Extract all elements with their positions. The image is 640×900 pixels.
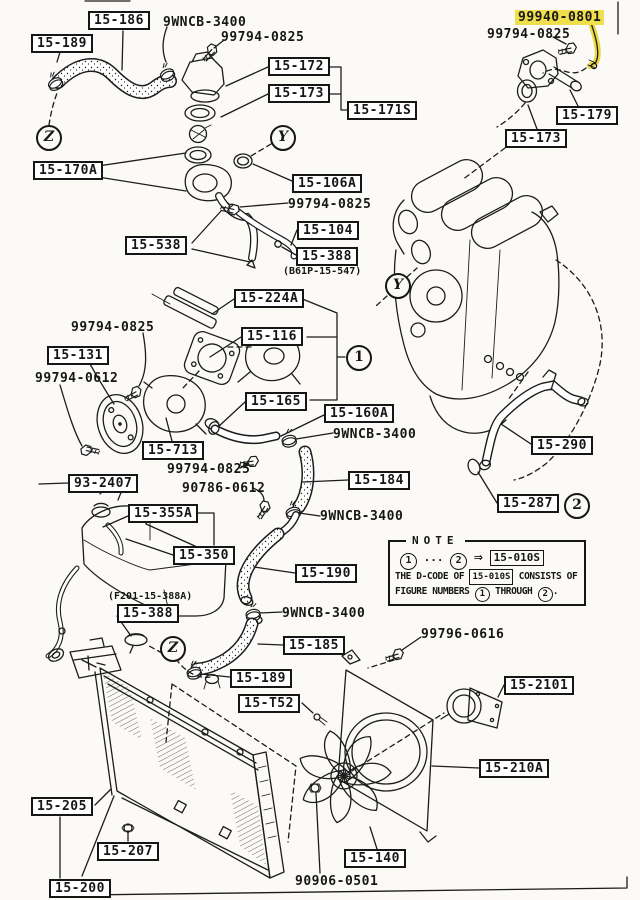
part-label-9wncb-3400: 9WNCB-3400	[333, 427, 417, 442]
part-label-99794-0825: 99794-0825	[221, 30, 305, 45]
part-label-99940-0801: 99940-0801	[515, 10, 604, 25]
part-label-15-186: 15-186	[88, 11, 150, 30]
note-line2-end: .	[552, 586, 559, 597]
part-label-15-t52: 15-T52	[238, 694, 300, 713]
part-label-99794-0825: 99794-0825	[167, 462, 251, 477]
part-label-90906-0501: 90906-0501	[295, 874, 379, 889]
part-label-9wncb-3400: 9WNCB-3400	[163, 15, 247, 30]
part-label-15-388: 15-388	[296, 247, 358, 266]
part-label-99796-0616: 99796-0616	[421, 627, 505, 642]
part-label-15-713: 15-713	[142, 441, 204, 460]
note-circle-1: 1	[400, 553, 417, 570]
view-callout-z-5: Z	[160, 636, 186, 662]
part-label-15-116: 15-116	[241, 327, 303, 346]
note-line2-circle-2: 2	[538, 587, 553, 602]
part-label-15-172: 15-172	[268, 57, 330, 76]
part-label-15-165: 15-165	[245, 392, 307, 411]
part-label-15-189: 15-189	[31, 34, 93, 53]
part-label-15-224a: 15-224A	[234, 289, 304, 308]
note-line1-pre: THE D-CODE OF	[395, 571, 465, 582]
part-label-15-160a: 15-160A	[324, 404, 394, 423]
note-title: NOTE	[406, 534, 465, 548]
part-label-15-200: 15-200	[49, 879, 111, 898]
view-callout-2-4: 2	[564, 493, 590, 519]
note-sequence-row	[400, 550, 580, 570]
view-callout-y-1: Y	[270, 125, 296, 151]
part-label-99794-0612: 99794-0612	[35, 371, 119, 386]
part-label-15-184: 15-184	[348, 471, 410, 490]
part-label-15-190: 15-190	[295, 564, 357, 583]
part-label-15-205: 15-205	[31, 797, 93, 816]
part-label-15-171s: 15-171S	[347, 101, 417, 120]
note-line2-circle-1: 1	[475, 587, 490, 602]
part-label-f201-15-388a: (F201-15-388A)	[108, 591, 193, 602]
part-label-15-179: 15-179	[556, 106, 618, 125]
note-line1-code: 15-010S	[469, 569, 513, 585]
note-circle-2: 2	[450, 553, 467, 570]
part-label-15-210a: 15-210A	[479, 759, 549, 778]
part-label-15-106a: 15-106A	[292, 174, 362, 193]
part-label-b61p-15-547: (B61P-15-547)	[283, 266, 362, 277]
part-label-15-355a: 15-355A	[128, 504, 198, 523]
note-arrow-icon: ⇒	[473, 551, 483, 564]
part-label-15-350: 15-350	[173, 546, 235, 565]
note-line1-post: CONSISTS OF	[518, 571, 578, 582]
part-label-15-104: 15-104	[297, 221, 359, 240]
part-label-99794-0825: 99794-0825	[288, 197, 372, 212]
part-label-15-173: 15-173	[268, 84, 330, 103]
part-label-15-2101: 15-2101	[504, 676, 574, 695]
note-box	[388, 534, 586, 606]
view-callout-1-3: 1	[346, 345, 372, 371]
note-dots: ...	[423, 551, 444, 564]
part-label-15-290: 15-290	[531, 436, 593, 455]
part-label-15-207: 15-207	[97, 842, 159, 861]
part-label-9wncb-3400: 9WNCB-3400	[320, 509, 404, 524]
part-label-99794-0825: 99794-0825	[487, 27, 571, 42]
part-label-15-388: 15-388	[117, 604, 179, 623]
part-label-15-185: 15-185	[283, 636, 345, 655]
part-label-93-2407: 93-2407	[68, 474, 138, 493]
part-label-15-189: 15-189	[230, 669, 292, 688]
part-label-99794-0825: 99794-0825	[71, 320, 155, 335]
part-label-15-538: 15-538	[125, 236, 187, 255]
note-line2-mid: THROUGH	[495, 586, 533, 597]
view-callout-z-0: Z	[36, 125, 62, 151]
part-label-15-173: 15-173	[505, 129, 567, 148]
note-code-badge: 15-010S	[490, 550, 544, 566]
note-text	[395, 569, 583, 602]
part-label-15-170a: 15-170A	[33, 161, 103, 180]
part-label-15-131: 15-131	[47, 346, 109, 365]
view-callout-y-2: Y	[385, 273, 411, 299]
part-label-15-287: 15-287	[497, 494, 559, 513]
part-label-15-140: 15-140	[344, 849, 406, 868]
part-label-9wncb-3400: 9WNCB-3400	[282, 606, 366, 621]
note-line2-pre: FIGURE NUMBERS	[395, 586, 470, 597]
part-label-90786-0612: 90786-0612	[182, 481, 266, 496]
